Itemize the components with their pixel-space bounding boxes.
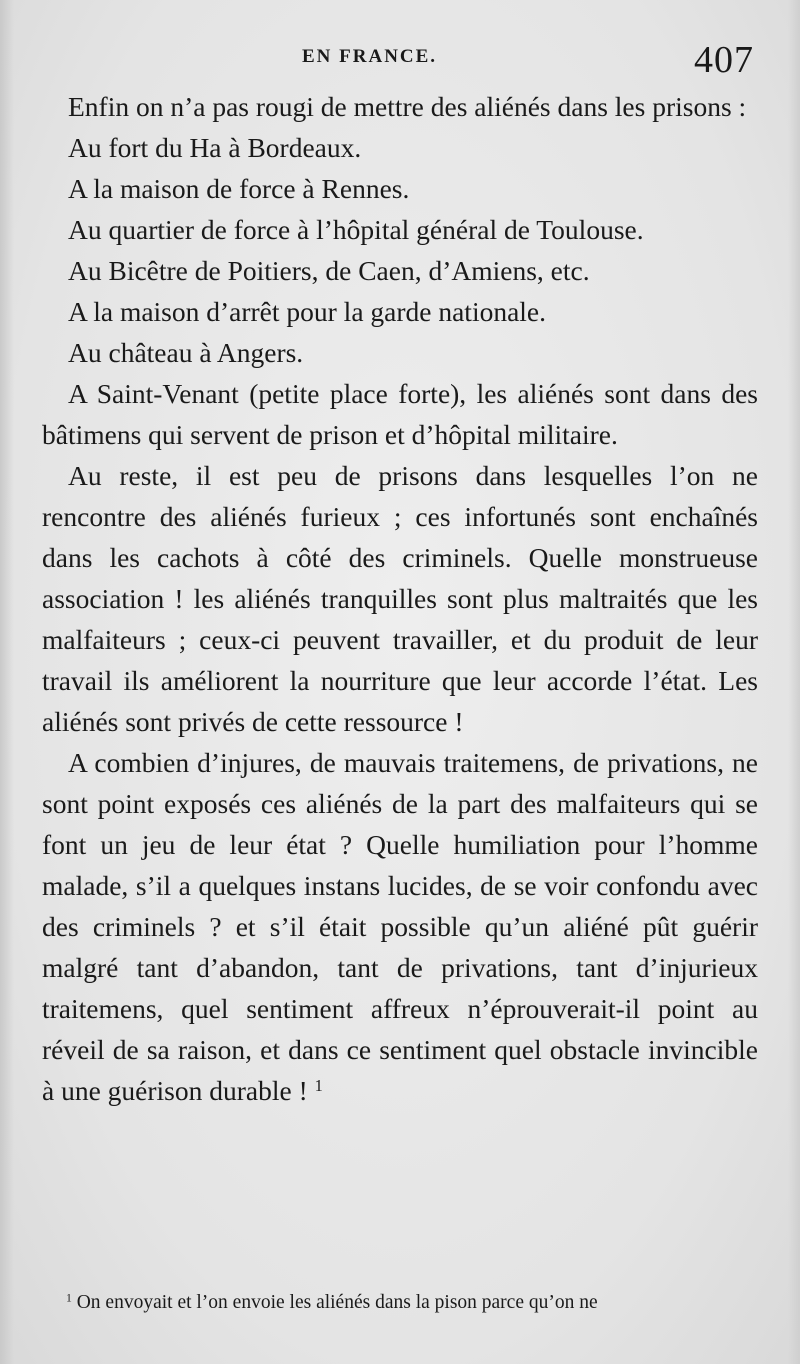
page-right-shadow — [788, 0, 800, 1364]
list-item: Au Bicêtre de Poitiers, de Caen, d’Amiens, etc. — [68, 255, 590, 286]
paragraph — [42, 742, 758, 1111]
list-item: A la maison d’arrêt pour la garde nationale. — [68, 296, 547, 327]
page-left-shadow — [0, 0, 14, 1364]
paragraph: A Saint-Venant (petite place forte), les aliénés sont dans des bâtimens qui servent de prison et d’hôpital militaire. — [42, 378, 758, 450]
list-item: Au fort du Ha à Bordeaux. — [68, 132, 362, 163]
footnote-reference[interactable]: 1 — [314, 1075, 323, 1095]
page-number: 407 — [694, 39, 754, 81]
footnote — [66, 1290, 766, 1316]
footnote-text: On envoyait et l’on envoie les aliénés dans la pison parce qu’on ne — [76, 1292, 598, 1313]
list-item: Au château à Angers. — [68, 337, 304, 368]
list-item: A la maison de force à Rennes. — [68, 173, 410, 204]
paragraph: Au reste, il est peu de prisons dans lesquelles l’on ne rencontre des aliénés furieux ; ces infortunés sont enchaînés dans les cachots à côté des criminels. Quelle monstrueuse association ! les aliénés tranquilles sont plus maltraités que les malfaiteurs ; ceux-ci peuvent travailler, et du produit de leur travail ils améliorent la nourriture que leur accorde l’état. Les aliénés sont privés de cette ressource ! — [42, 460, 758, 737]
list-item: Au quartier de force à l’hôpital général de Toulouse. — [68, 214, 644, 245]
body-text — [42, 86, 758, 1111]
paragraph-text: A combien d’injures, de mauvais traitemens, de privations, ne sont point exposés ces aliénés de la part des malfaiteurs qui se font un jeu de leur état ? Quelle humiliation pour l’homme malade, s’il a quelques instans lucides, de se voir confondu avec des criminels ? et s’il était possible qu’un aliéné pût guérir malgré tant d’abandon, tant de privations, tant d’injurieux traitemens, quel sentiment affreux n’éprouverait-il point au réveil de sa raison, et dans ce sentiment quel obstacle invincible à une guérison durable ! — [42, 747, 758, 1106]
page-header — [0, 38, 800, 81]
running-head: EN FRANCE. — [302, 46, 438, 67]
paragraph: Enfin on n’a pas rougi de mettre des aliénés dans les prisons : — [68, 91, 747, 122]
footnote-marker: 1 — [66, 1291, 72, 1305]
